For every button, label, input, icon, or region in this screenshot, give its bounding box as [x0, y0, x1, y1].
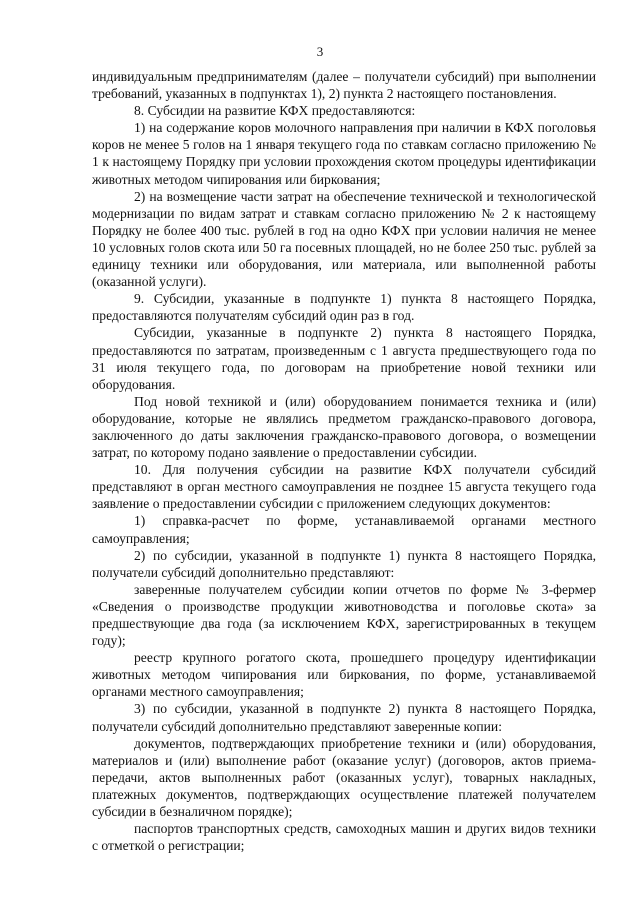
paragraph-9: 1) справка-расчет по форме, устанавливаемой органами местного самоуправления; [92, 513, 596, 546]
paragraph-2: 8. Субсидии на развитие КФХ предоставляются: [134, 103, 416, 119]
page-number: 3 [316, 44, 324, 59]
paragraph-3: 1) на содержание коров молочного направления при наличии в КФХ поголовья коров не менее 5 голов на 1 января текущего года по ставкам согласно приложению № 1 к настоящему Порядку при условии прохождения скотом процедуры идентификации животных методом чипирования или биркования; [92, 120, 596, 187]
paragraph-6: Субсидии, указанные в подпункте 2) пункта 8 настоящего Порядка, предоставляются по затратам, произведенным с 1 августа предшествующего года по 31 июля текущего года, по договорам на приобретение новой техники или оборудования. [92, 325, 596, 392]
paragraph-4: 2) на возмещение части затрат на обеспечение технической и технологической модернизации по видам затрат и ставкам согласно приложению № 2 к настоящему Порядку не более 400 тыс. рублей в год на одно КФХ при условии наличия не менее 10 условных голов скота или 50 га посевных площадей, но не более 250 тыс. рублей за единицу техники или оборудования, или материала, или выполненной работы (оказанной услуги). [92, 188, 596, 290]
paragraph-5: 9. Субсидии, указанные в подпункте 1) пункта 8 настоящего Порядка, предоставляются получателям субсидий один раз в год. [92, 291, 596, 324]
paragraph-15: паспортов транспортных средств, самоходных машин и других видов техники с отметкой о регистрации; [92, 821, 596, 854]
paragraph-7: Под новой техникой и (или) оборудованием понимается техника и (или) оборудование, которые не являлись предметом гражданско-правового договора, заключенного до даты заключения гражданско-правового договора, о возмещении затрат, по которому подано заявление о предоставлении субсидии. [92, 393, 596, 461]
paragraph-8: 10. Для получения субсидии на развитие КФХ получатели субсидий представляют в орган местного самоуправления не позднее 15 августа текущего года заявление о предоставлении субсидии с приложением следующих документов: [92, 462, 596, 512]
paragraph-13: 3) по субсидии, указанной в подпункте 2) пункта 8 настоящего Порядка, получатели субсидий дополнительно представляют заверенные копии: [92, 701, 596, 734]
document-body [92, 68, 596, 854]
paragraph-14: документов, подтверждающих приобретение техники и (или) оборудования, материалов и (или) выполнение работ (оказание услуг) (договоров, актов приема-передачи, актов выполненных работ (оказанных услуг), товарных накладных, платежных документов, подтверждающих осуществление платежей получателем субсидии в безналичном порядке); [92, 735, 596, 820]
paragraph-12: реестр крупного рогатого скота, прошедшего процедуру идентификации животных методом чипирования или биркования, по форме, устанавливаемой органами местного самоуправления; [92, 650, 596, 700]
paragraph-1: индивидуальным предпринимателям (далее – получатели субсидий) при выполнении требований, указанных в подпунктах 1), 2) пункта 2 настоящего постановления. [92, 69, 596, 102]
paragraph-10: 2) по субсидии, указанной в подпункте 1) пункта 8 настоящего Порядка, получатели субсидий дополнительно представляют: [92, 547, 596, 580]
paragraph-11: заверенные получателем субсидии копии отчетов по форме № 3-фермер «Сведения о производстве продукции животноводства и поголовье скота» за предшествующие два года (за исключением КФХ, зарегистрированных в текущем году); [92, 581, 596, 649]
